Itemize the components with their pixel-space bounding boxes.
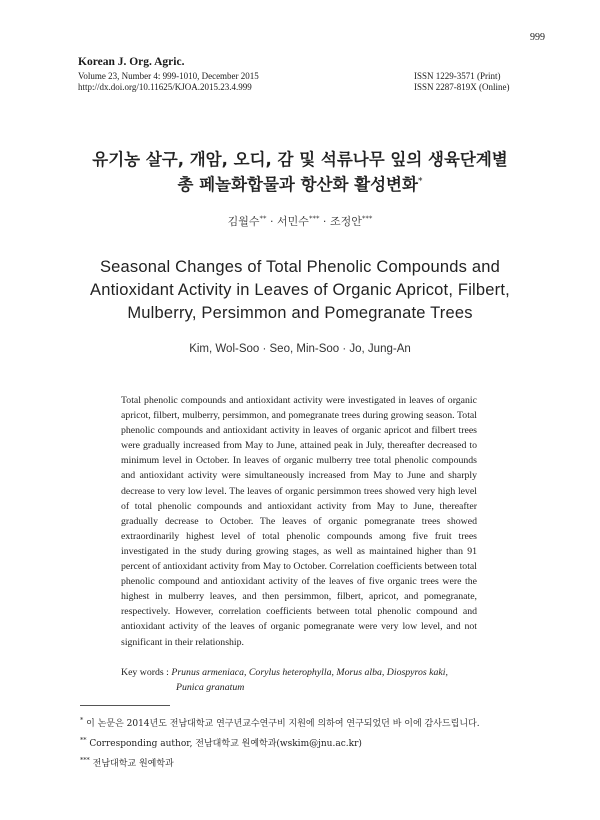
journal-meta-right: [414, 71, 510, 93]
title-footnote-mark: *: [417, 176, 423, 187]
volume-info: Volume 23, Number 4: 999-1010, December 2015: [78, 71, 259, 81]
english-title-line2: Antioxidant Activity in Leaves of Organic Apricot, Filbert,: [90, 281, 510, 299]
footnote-2: [80, 732, 480, 752]
footnote-2-text: Corresponding author, 전남대학교 원예학과(wskim@jnu.ac.kr): [89, 739, 362, 749]
journal-meta-left: [78, 71, 259, 93]
keywords-line2: Punica granatum: [176, 682, 245, 693]
author-3: 조정안: [329, 215, 362, 228]
page-number: 999: [530, 32, 545, 43]
issn-online: ISSN 2287-819X (Online): [414, 82, 510, 92]
author-3-mark: ***: [361, 214, 373, 223]
footnote-1-mark: *: [80, 716, 84, 724]
author-separator: ·: [319, 215, 330, 228]
keywords-label: Key words :: [121, 667, 172, 678]
author-1-mark: **: [259, 214, 267, 223]
keywords-line1: Prunus armeniaca, Corylus heterophylla, Morus alba, Diospyros kaki,: [171, 667, 448, 678]
korean-authors: [40, 213, 560, 229]
footnote-1-text: 이 논문은 2014년도 전남대학교 연구년교수연구비 지원에 의하여 연구되었던 바 이에 감사드립니다.: [86, 719, 480, 729]
journal-name: Korean J. Org. Agric.: [78, 56, 185, 68]
korean-title-text: 총 페놀화합물과 항산화 활성변화: [177, 175, 418, 194]
footnote-1: [80, 712, 480, 732]
korean-title-line2: [40, 171, 560, 195]
footnote-3-text: 전남대학교 원예학과: [92, 759, 174, 769]
footnote-3: [80, 752, 480, 772]
issn-print: ISSN 1229-3571 (Print): [414, 71, 501, 81]
footnote-rule: [80, 705, 170, 706]
author-2: 서민수: [277, 215, 309, 228]
footnote-3-mark: ***: [80, 756, 90, 764]
footnotes: [80, 712, 480, 772]
author-2-mark: ***: [308, 214, 320, 223]
doi-link[interactable]: http://dx.doi.org/10.11625/KJOA.2015.23.4.999: [78, 82, 252, 92]
english-title-line1: Seasonal Changes of Total Phenolic Compounds and: [99, 258, 501, 276]
english-authors: Kim, Wol-Soo · Seo, Min-Soo · Jo, Jung-An: [189, 343, 411, 355]
footnote-2-mark: **: [80, 736, 87, 744]
abstract: Total phenolic compounds and antioxidant activity were investigated in leaves of organic apricot, filbert, mulberry, persimmon, and pomegranate trees during growing season. Total phenolic compounds and antioxidant activity in leaves of organic apricot and filbert trees were gradually increased from May to June, attained peak in July, thereafter decreased to minimum level in October. In leaves of organic mulberry tree total phenolic compounds and antioxidant activity were simultaneously increased from May to June and sharply decrease to very low level. The leaves of organic persimmon trees showed very high level of total phenolic compounds and antioxidant activity from May to June, thereafter gradually decrease to October. The leaves of organic pomegranate trees showed extraordinarily highest level of total phenolic compounds among five fruit trees investigated in the study during growing stages, as well as maintained higher than 91 percent of antioxidant activity from May to October. Correlation coefficients between total phenolic compound and antioxidant activity of the leaves of five organic trees were the highest in mulberry leaves, and then persimmon, filbert, apricot, and pomegranate, respectively. However, correlation coefficients between total phenolic compound and antioxidant activity of the leaves of organic pomegranate were very low level, and not significant in their relationship.: [121, 395, 477, 648]
english-title-line3: Mulberry, Persimmon and Pomegranate Trees: [127, 304, 473, 322]
korean-title-line1: 유기농 살구, 개암, 오디, 감 및 석류나무 잎의 생육단계별: [92, 150, 508, 169]
author-separator: ·: [266, 215, 278, 228]
author-1: 김월수: [227, 215, 260, 228]
keywords: [121, 665, 448, 695]
